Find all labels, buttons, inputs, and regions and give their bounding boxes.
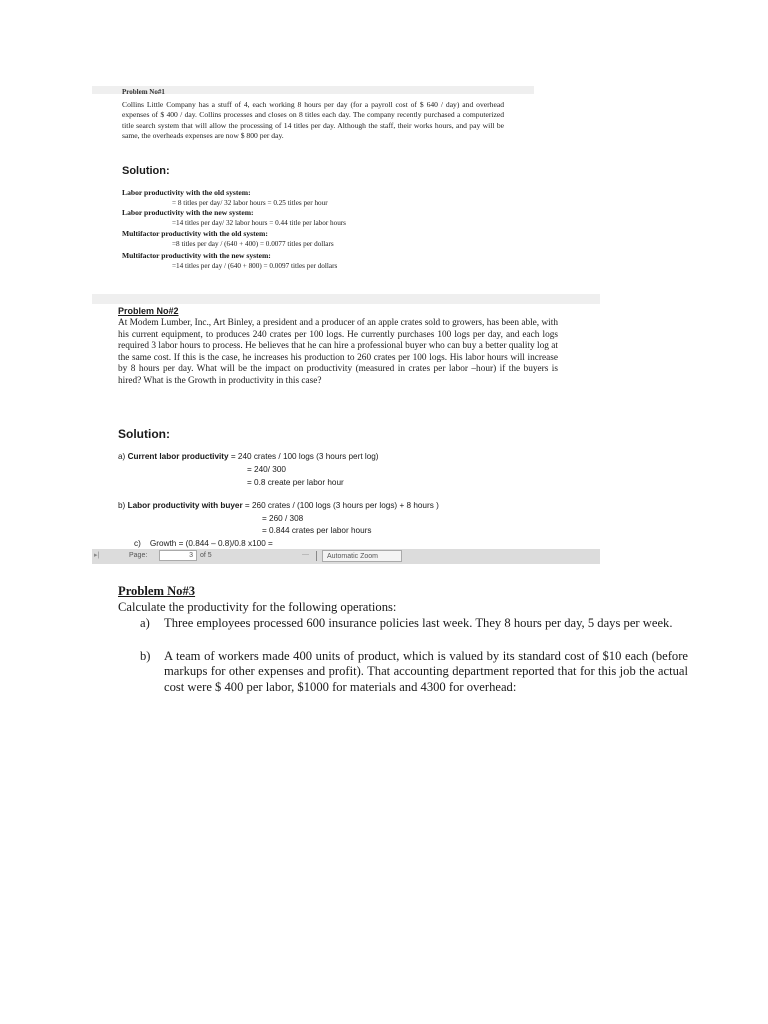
problem1-solution-heading: Solution: (122, 165, 170, 177)
problem2-part-b-line2: = 260 / 308 (262, 514, 304, 523)
zoom-out-button[interactable]: — (302, 551, 309, 558)
problem1-label-3: Multifactor productivity with the old system: (122, 229, 268, 238)
toolbar-separator (316, 551, 317, 561)
problem2-part-a-line2: = 240/ 300 (247, 465, 286, 474)
problem1-label-1: Labor productivity with the old system: (122, 188, 251, 197)
problem2-header-strip (92, 294, 600, 304)
problem2-part-a-line3: = 0.8 create per labor hour (247, 478, 344, 487)
problem2-text: At Modem Lumber, Inc., Art Binley, a president and a producer of an apple crates sold to growers, has been able, with his current equipment, to produces 240 crates per 100 logs. He currently purchases 100 logs per day, and each logs required 3 labor hours to process. He believes that he can hire a professional buyer who can buy a better quality log at the same cost. If this is the case, he increases his production to 260 crates per 100 logs. His labor hours will increase by 8 hours per day. What will be the impact on productivity (measured in crates per labor –hour) if the buyers is hired? What is the Growth in productivity in this case? (118, 318, 558, 386)
problem1-label-4: Multifactor productivity with the new system: (122, 251, 271, 260)
problem2-part-b-eq1: = 260 crates / (100 logs (3 hours per logs) + 8 hours ) (242, 501, 439, 510)
page-total: of 5 (200, 552, 212, 559)
problem2-part-a-prefix: a) (118, 452, 128, 461)
problem1-title-fragment: Problem No#1 (122, 89, 165, 94)
problem2-part-b-prefix: b) (118, 501, 128, 510)
problem2-part-b-label: Labor productivity with buyer (127, 501, 243, 510)
problem2-part-b-line3: = 0.844 crates per labor hours (262, 526, 372, 535)
problem3-intro: Calculate the productivity for the following operations: (118, 600, 397, 614)
problem3-item-b-marker: b) (140, 649, 151, 663)
problem3-item-a-text: Three employees processed 600 insurance policies last week. They 8 hours per day, 5 days per week. (164, 616, 673, 630)
problem1-value-1: = 8 titles per day/ 32 labor hours = 0.25 titles per hour (172, 199, 328, 207)
pdf-viewer-toolbar (92, 549, 600, 564)
problem1-text: Collins Little Company has a stuff of 4, each working 8 hours per day (for a payroll cost of $ 640 / day) and overhead expenses of $ 400 / day. Collins processes and closes on 8 titles each day. The company recently purchased a computerized title search system that will allow the processing of 14 titles per day. Although the staff, their works hours, and pay will be same, the overheads expenses are now $ 800 per day. (122, 100, 504, 140)
problem2-title: Problem No#2 (118, 306, 179, 316)
problem2-part-a-label: Current labor productivity (127, 452, 229, 461)
problem2-part-a-line1 (118, 452, 379, 461)
problem1-value-3: =8 titles per day / (640 + 400) = 0.0077 titles per dollars (172, 240, 334, 248)
problem3-item-a-marker: a) (140, 616, 150, 630)
problem3-item-b-text: A team of workers made 400 units of product, which is valued by its standard cost of $10 each (before markups for other expenses and profit). That accounting department reported that for this job the actual cost were $ 400 per labor, $1000 for materials and 4300 for overhead: (164, 649, 688, 694)
problem2-part-c-line: c) Growth = (0.844 – 0.8)/0.8 x100 = (134, 539, 273, 548)
problem1-value-4: =14 titles per day / (640 + 800) = 0.0097 titles per dollars (172, 262, 338, 270)
problem2-solution-heading: Solution: (118, 427, 170, 441)
page-label: Page: (129, 552, 148, 559)
problem3-title: Problem No#3 (118, 584, 196, 598)
problem2-part-a-eq1: = 240 crates / 100 logs (3 hours pert log) (228, 452, 379, 461)
problem1-label-2: Labor productivity with the new system: (122, 208, 254, 217)
problem3-item-a (140, 616, 688, 648)
zoom-select[interactable]: Automatic Zoom (322, 550, 402, 562)
problem3-item-b (140, 649, 688, 711)
problem2-part-b-line1 (118, 501, 439, 510)
page-number-input[interactable]: 3 (159, 550, 197, 561)
sidebar-toggle-icon[interactable]: ▸| (94, 552, 100, 559)
problem1-value-2: =14 titles per day/ 32 labor hours = 0.44 title per labor hours (172, 219, 346, 227)
